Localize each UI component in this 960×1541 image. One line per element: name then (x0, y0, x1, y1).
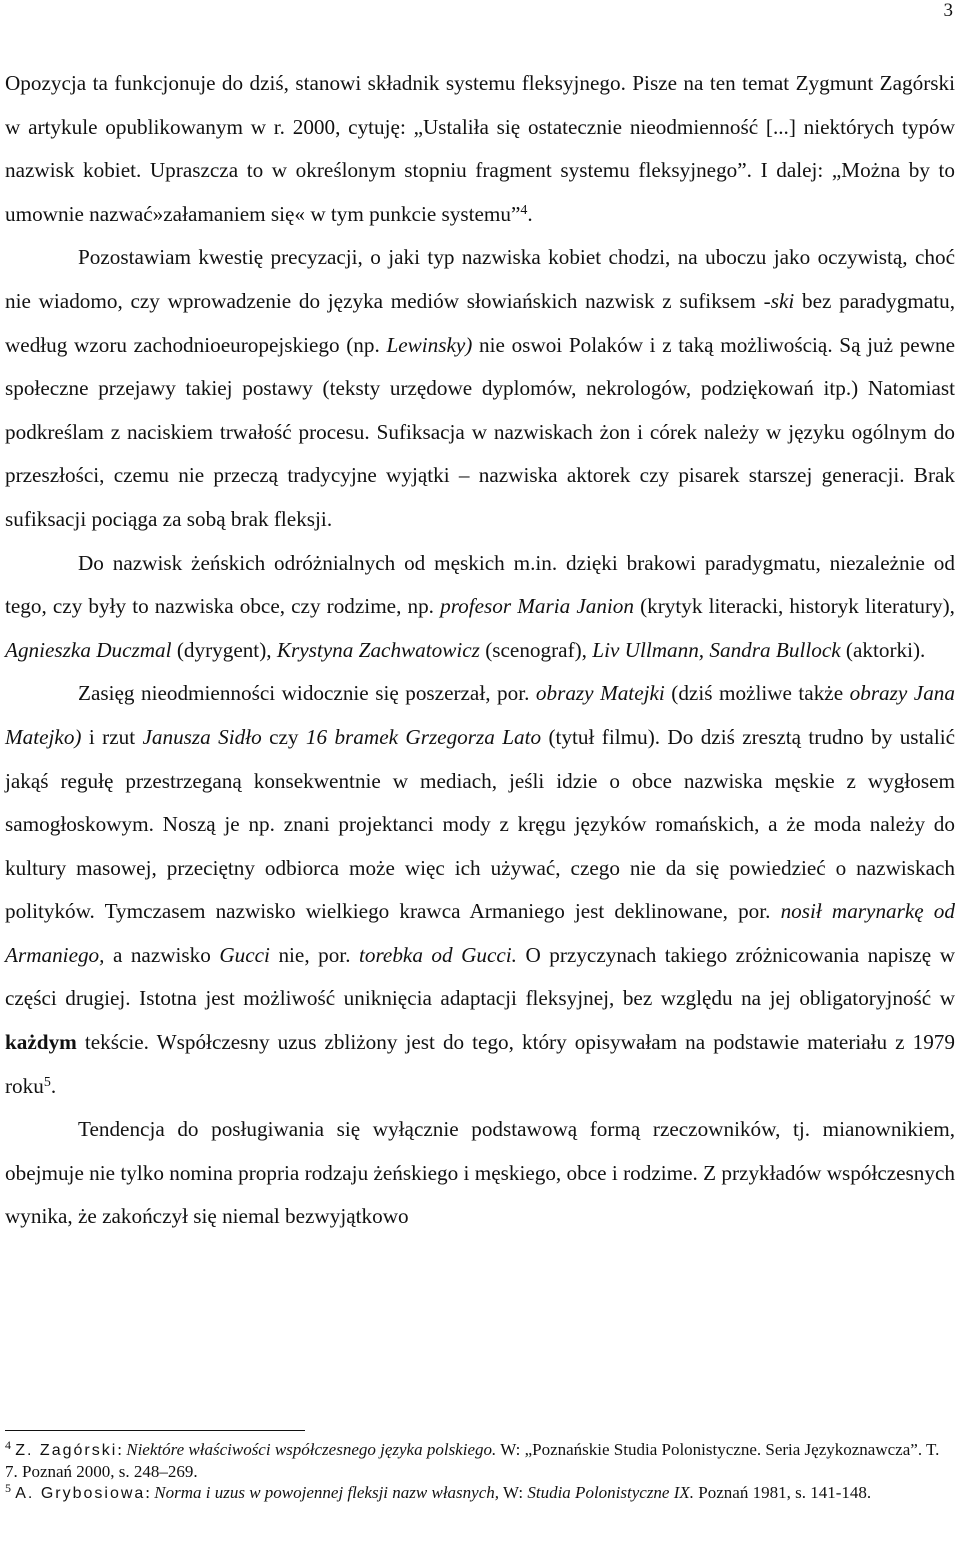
footnote-title: Niektóre właściwości współczesnego języka polskiego. (126, 1440, 497, 1459)
text-run: i rzut (81, 724, 143, 749)
italic-run: obrazy Jana Matejko) (5, 681, 955, 749)
italic-run: nosił marynarkę od Armaniego, (5, 899, 955, 967)
text-run: O przyczynach takiego zróżnicowania napiszę w części drugiej. Istotna jest możliwość uniknięcia adaptacji fleksyjnej, bez względu na jej obligatoryjność w (5, 942, 955, 1011)
body-text (5, 62, 955, 1239)
text-run: : (117, 1440, 127, 1459)
paragraph-3 (5, 542, 955, 673)
paragraph-4 (5, 672, 955, 1108)
text-run: : (145, 1483, 155, 1502)
italic-run: Liv Ullmann, Sandra Bullock (592, 637, 841, 662)
text-run: W: „Poznańskie Studia Polonistyczne. Seria Językoznawcza”. T. 7. Poznań 2000, s. 248–269. (5, 1440, 940, 1481)
footnote-ref-5[interactable]: 5 (43, 1074, 51, 1090)
italic-run: Lewinsky) (386, 332, 473, 357)
text-run: (dziś możliwe także (664, 681, 850, 706)
text-run: Poznań 1981, s. 141-148. (694, 1483, 872, 1502)
footnote-separator (5, 1430, 305, 1431)
text-run: (dyrygent), (171, 637, 277, 662)
text-run: a nazwisko (104, 942, 220, 967)
footnote-title: Studia Polonistyczne IX. (527, 1483, 695, 1502)
text-run: nie, por. (269, 942, 359, 967)
footnote-author: Z. Zagórski (15, 1442, 118, 1459)
page-number: 3 (943, 0, 953, 21)
text-run: tekście. Współczesny uzus zbliżony jest do tego, który opisywałam na podstawie materiału z 1979 roku (5, 1030, 955, 1098)
text-run: (krytyk literacki, historyk literatury), (633, 594, 955, 619)
italic-run: Janusza Sidło (142, 724, 262, 749)
footnotes (5, 1439, 955, 1504)
italic-run: 16 bramek Grzegorza Lato (305, 724, 542, 749)
text-run: Do nazwisk żeńskich odróżnialnych od męskich m.in. dzięki brakowi paradygmatu, niezależnie od tego, czy były to nazwiska obce, czy rodzime, np. (5, 550, 955, 619)
footnote-number: 4 (5, 1438, 11, 1452)
italic-run: Agnieszka Duczmal (5, 637, 172, 662)
italic-run: Gucci (219, 942, 270, 967)
paragraph-5 (5, 1108, 955, 1239)
italic-run: Krystyna Zachwatowicz (276, 637, 480, 662)
text-run: Zasięg nieodmienności widocznie się poszerzał, por. (78, 681, 536, 706)
text-run: czy (261, 724, 306, 749)
paragraph-2 (5, 236, 955, 541)
text-run: nie oswoi Polaków i z taką możliwością. Są już pewne społeczne przejawy takiej postawy (teksty urzędowe dyplomów, nekrologów, podziękowań itp.) Natomiast podkreślam z naciskiem trwałość procesu. Sufiksacja w nazwiskach żon i córek należy w języku ogólnym do przeszłości, czemu nie przeczą tradycyjne wyjątki – nazwiska aktorek czy pisarek starszej generacji. Brak sufiksacji pociąga za sobą brak fleksji. (5, 332, 955, 531)
text-run: . (527, 201, 533, 226)
italic-run: profesor Maria Janion (440, 594, 634, 619)
footnote-ref-4[interactable]: 4 (520, 202, 528, 218)
footnote-author: A. Grybosiowa (15, 1485, 146, 1502)
text-run: (aktorki). (840, 637, 926, 662)
text-run: . (50, 1073, 57, 1098)
text-run: Opozycja ta funkcjonuje do dziś, stanowi składnik systemu fleksyjnego. Pisze na ten temat Zygmunt Zagórski w artykule opublikowanym w r. 2000, cytuję: „Ustaliła się ostatecznie nieodmienność [...] niektórych typów nazwisk kobiet. Upraszcza to w określonym stopniu fragment systemu fleksyjnego”. I dalej: „Można by to umownie nazwać»załamaniem się« w tym punkcie systemu” (5, 71, 955, 226)
text-run: Tendencja do posługiwania się wyłącznie podstawową formą rzeczowników, tj. mianownikiem, obejmuje nie tylko nomina propria rodzaju żeńskiego i męskiego, obce i rodzime. Z przykładów współczesnych wynika, że zakończył się niemal bezwyjątkowo (5, 1117, 955, 1229)
italic-run: obrazy Matejki (535, 681, 665, 706)
text-run: (tytuł filmu). Do dziś zresztą trudno by ustalić jakąś regułę przestrzeganą konsekwentnie w mediach, jeśli idzie o obce nazwiska męskie z wygłosem samogłoskowym. Noszą je np. znani projektanci mody z kręgu języków romańskich, a że moda należy do kultury masowej, przeciętny odbiorca może więc ich używać, czego nie da się powiedzieć o nazwiskach polityków. Tymczasem nazwisko wielkiego krawca Armaniego jest deklinowane, por. (5, 724, 956, 924)
italic-run: ski (770, 288, 795, 313)
text-run: Pozostawiam kwestię precyzacji, o jaki typ nazwiska kobiet chodzi, na uboczu jako oczywistą, choć nie wiadomo, czy wprowadzenie do języka mediów słowiańskich nazwisk z sufiksem - (5, 245, 955, 313)
text-run: W: (499, 1483, 528, 1502)
footnote-5 (5, 1482, 955, 1504)
footnote-4 (5, 1439, 955, 1482)
italic-run: torebka od Gucci. (358, 942, 517, 967)
text-run: (scenograf), (479, 637, 593, 662)
text-run: bez paradygmatu, według wzoru zachodnioeuropejskiego (np. (5, 288, 955, 357)
footnote-number: 5 (5, 1481, 11, 1495)
footnote-title: Norma i uzus w powojennej fleksji nazw własnych, (154, 1483, 500, 1502)
bold-run: każdym (5, 1030, 77, 1055)
paragraph-1 (5, 62, 955, 236)
